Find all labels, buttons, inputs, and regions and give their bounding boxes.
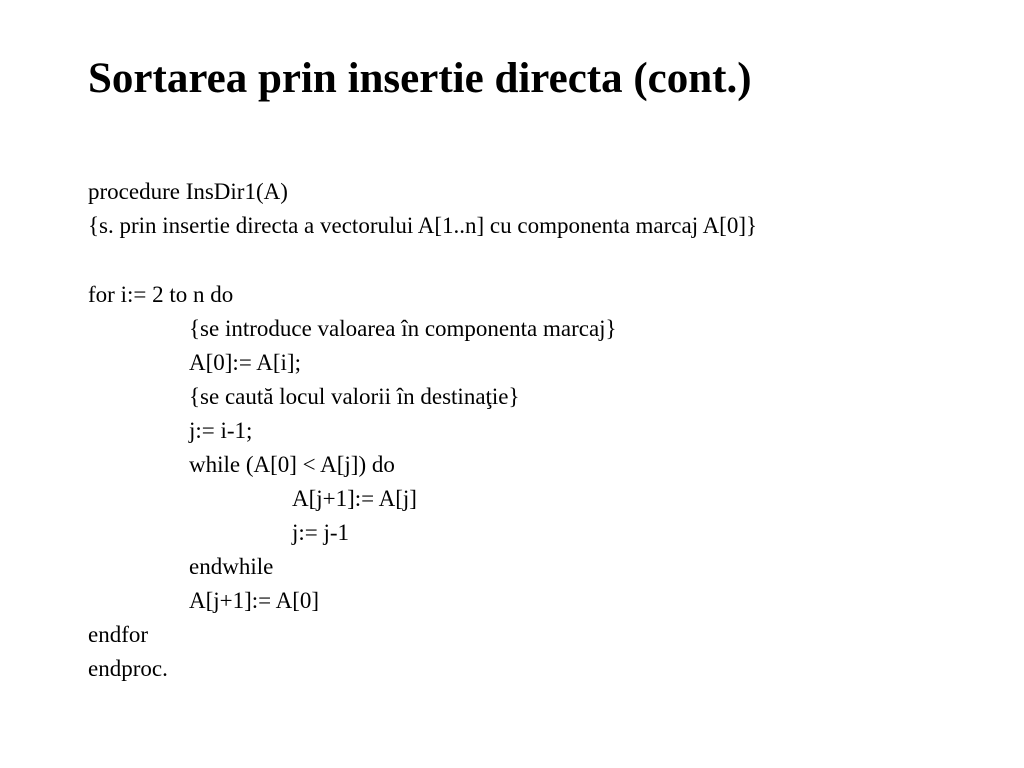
endfor-line: endfor <box>88 622 149 647</box>
comment-line: {se caută locul valorii în destinaţie} <box>189 384 520 409</box>
assignment-line: A[j+1]:= A[j] <box>292 486 417 511</box>
while-loop-line: while (A[0] < A[j]) do <box>189 452 395 477</box>
endwhile-line: endwhile <box>189 554 274 579</box>
endproc-line: endproc. <box>88 656 168 681</box>
assignment-line: A[0]:= A[i]; <box>189 350 301 375</box>
slide-title: Sortarea prin insertie directa (cont.) <box>88 55 752 102</box>
procedure-header-line: procedure InsDir1(A) <box>88 179 288 204</box>
comment-line: {se introduce valoarea în componenta marcaj} <box>189 316 617 341</box>
assignment-line: j:= i-1; <box>189 418 253 443</box>
assignment-line: j:= j-1 <box>292 520 350 545</box>
assignment-line: A[j+1]:= A[0] <box>189 588 320 613</box>
for-loop-line: for i:= 2 to n do <box>88 282 234 307</box>
procedure-comment-line: {s. prin insertie directa a vectorului A[1..n] cu componenta marcaj A[0]} <box>88 213 758 238</box>
